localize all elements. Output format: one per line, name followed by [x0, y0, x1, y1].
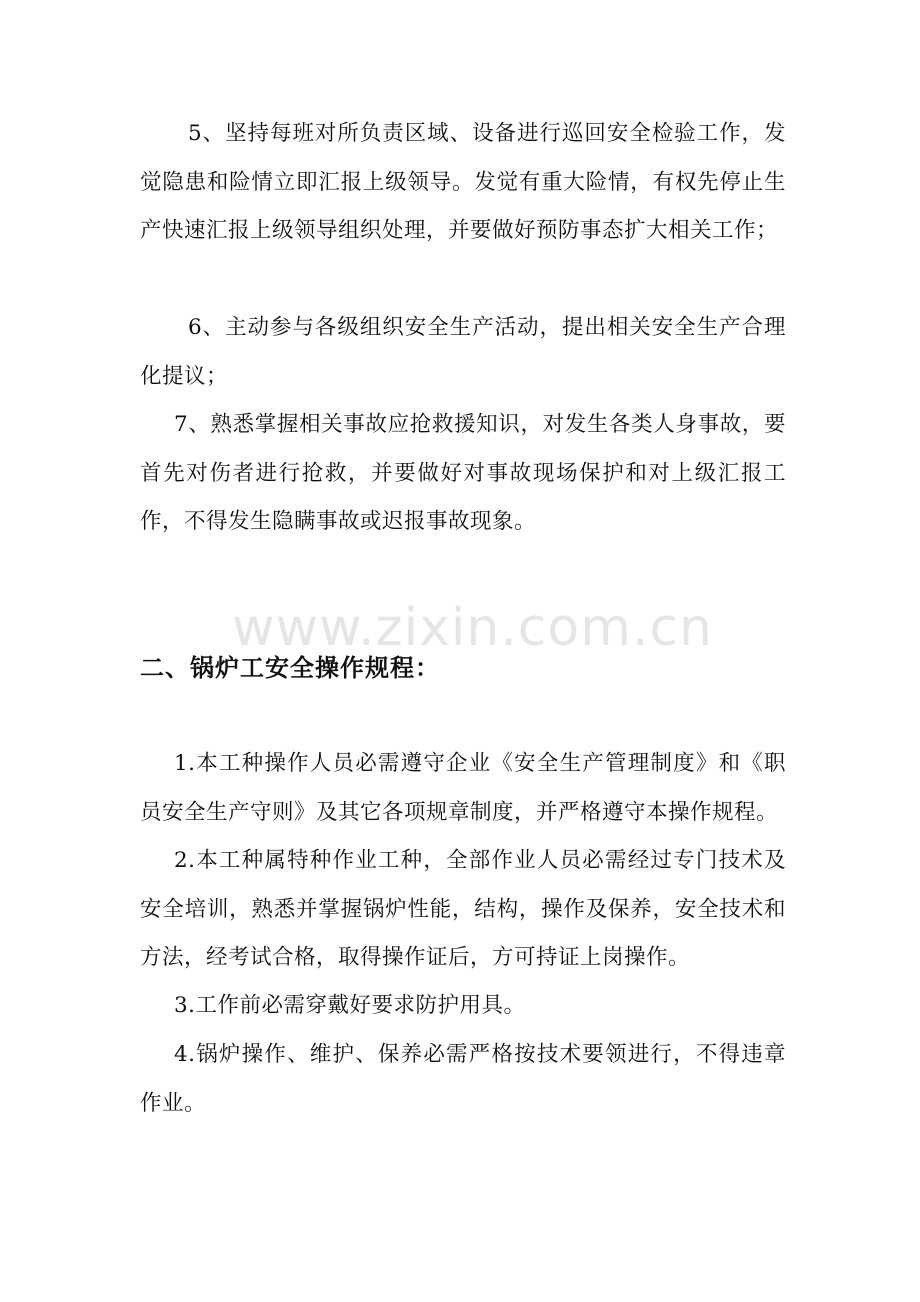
rule-item-4: 4.锅炉操作、维护、保养必需严格按技术要领进行，不得违章作业。: [140, 1042, 786, 1116]
rule-item-1: 1.本工种操作人员必需遵守企业《安全生产管理制度》和《职员安全生产守则》及其它各项规章制度，并严格遵守本操作规程。: [140, 751, 786, 825]
paragraph-item-6: 6、主动参与各级组织安全生产活动，提出相关安全生产合理化提议；: [140, 315, 786, 389]
rule-item-2: 2.本工种属特种作业工种，全部作业人员必需经过专门技术及安全培训，熟悉并掌握锅炉性能，结构，操作及保养，安全技术和方法，经考试合格，取得操作证后，方可持证上岗操作。: [140, 848, 786, 970]
paragraph-item-5: 5、坚持每班对所负责区域、设备进行巡回安全检验工作，发觉隐患和险情立即汇报上级领导。发觉有重大险情，有权先停止生产快速汇报上级领导组织处理，并要做好预防事态扩大相关工作；: [140, 121, 786, 243]
rule-item-3: 3.工作前必需穿戴好要求防护用具。: [174, 993, 526, 1018]
section-heading: 二、锅炉工安全操作规程：: [140, 654, 440, 682]
paragraph-item-7: 7、熟悉掌握相关事故应抢救援知识，对发生各类人身事故，要首先对伤者进行抢救，并要做好对事故现场保护和对上级汇报工作，不得发生隐瞒事故或迟报事故现象。: [140, 412, 786, 534]
watermark: www.zixin.com.cn: [232, 598, 713, 658]
